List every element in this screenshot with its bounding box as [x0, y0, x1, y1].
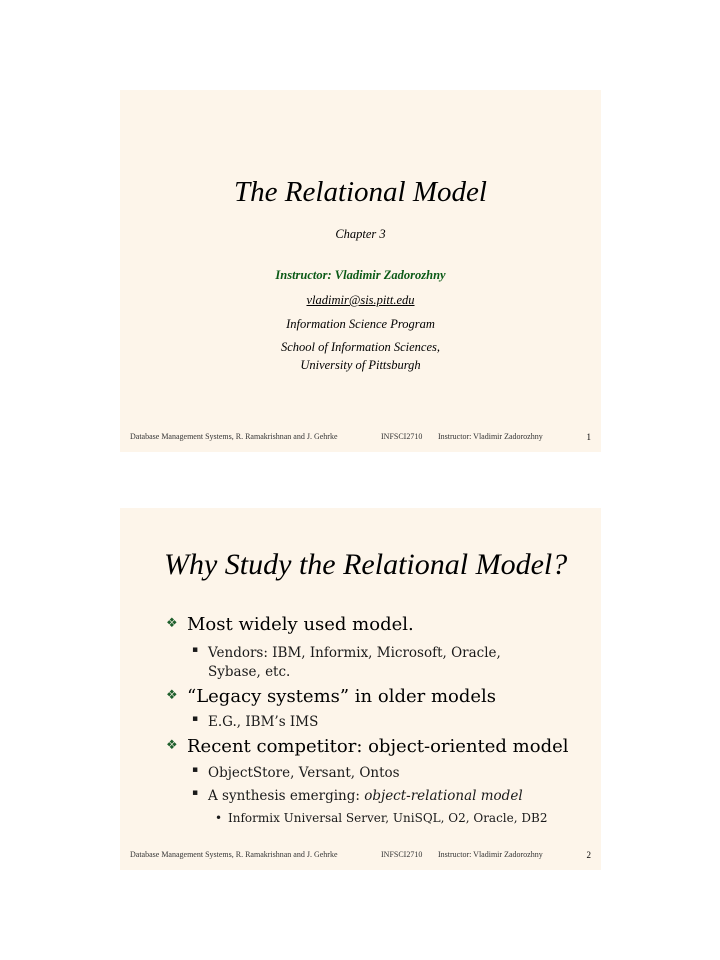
slide-footer — [130, 432, 591, 444]
slide-footer — [130, 850, 591, 862]
school-name: School of Information Sciences, — [281, 340, 440, 354]
square-bullet-icon: ▪ — [192, 645, 199, 655]
program-name: Information Science Program — [286, 317, 435, 331]
bullet-text: “Legacy systems” in older models — [187, 686, 497, 707]
square-bullet-icon: ▪ — [192, 765, 199, 775]
footer-instructor: Instructor: Vladimir Zadorozhny — [438, 432, 543, 441]
footer-book: Database Management Systems, R. Ramakrishnan and J. Gehrke — [130, 432, 338, 441]
slide-2 — [120, 508, 601, 870]
diamond-bullet-icon: ❖ — [166, 616, 178, 631]
bullet-text: Recent competitor: object-oriented model — [187, 736, 569, 757]
bullet-text: Most widely used model. — [187, 614, 414, 635]
square-bullet-icon: ▪ — [192, 714, 199, 724]
sub-bullet-text: Vendors: IBM, Informix, Microsoft, Oracle, — [208, 645, 501, 661]
instructor-email-link[interactable]: vladimir@sis.pitt.edu — [306, 293, 415, 307]
footer-course: INFSCI2710 — [381, 850, 423, 859]
sub-bullet-text: ObjectStore, Versant, Ontos — [208, 765, 400, 781]
instructor-name: Instructor: Vladimir Zadorozhny — [275, 268, 446, 282]
sub-sub-bullet-text: Informix Universal Server, UniSQL, O2, Oracle, DB2 — [228, 811, 548, 825]
footer-course: INFSCI2710 — [381, 432, 423, 441]
footer-instructor: Instructor: Vladimir Zadorozhny — [438, 850, 543, 859]
square-bullet-icon: ▪ — [192, 788, 199, 798]
slide-title: Why Study the Relational Model? — [164, 548, 568, 581]
slide-title: The Relational Model — [234, 176, 487, 208]
footer-book: Database Management Systems, R. Ramakrishnan and J. Gehrke — [130, 850, 338, 859]
sub-bullet-text: Sybase, etc. — [208, 664, 291, 680]
diamond-bullet-icon: ❖ — [166, 688, 178, 703]
dot-bullet-icon: • — [215, 811, 223, 825]
page-number: 2 — [586, 850, 591, 860]
sub-bullet-text — [208, 788, 523, 804]
sub-bullet-prefix: A synthesis emerging: — [208, 788, 365, 804]
page-number: 1 — [586, 432, 591, 442]
slide-1 — [120, 90, 601, 452]
university-name: University of Pittsburgh — [300, 358, 421, 372]
chapter-label: Chapter 3 — [335, 227, 386, 241]
emphasized-term: object-relational model — [364, 788, 523, 804]
diamond-bullet-icon: ❖ — [166, 738, 178, 753]
sub-bullet-text: E.G., IBM’s IMS — [208, 714, 319, 730]
